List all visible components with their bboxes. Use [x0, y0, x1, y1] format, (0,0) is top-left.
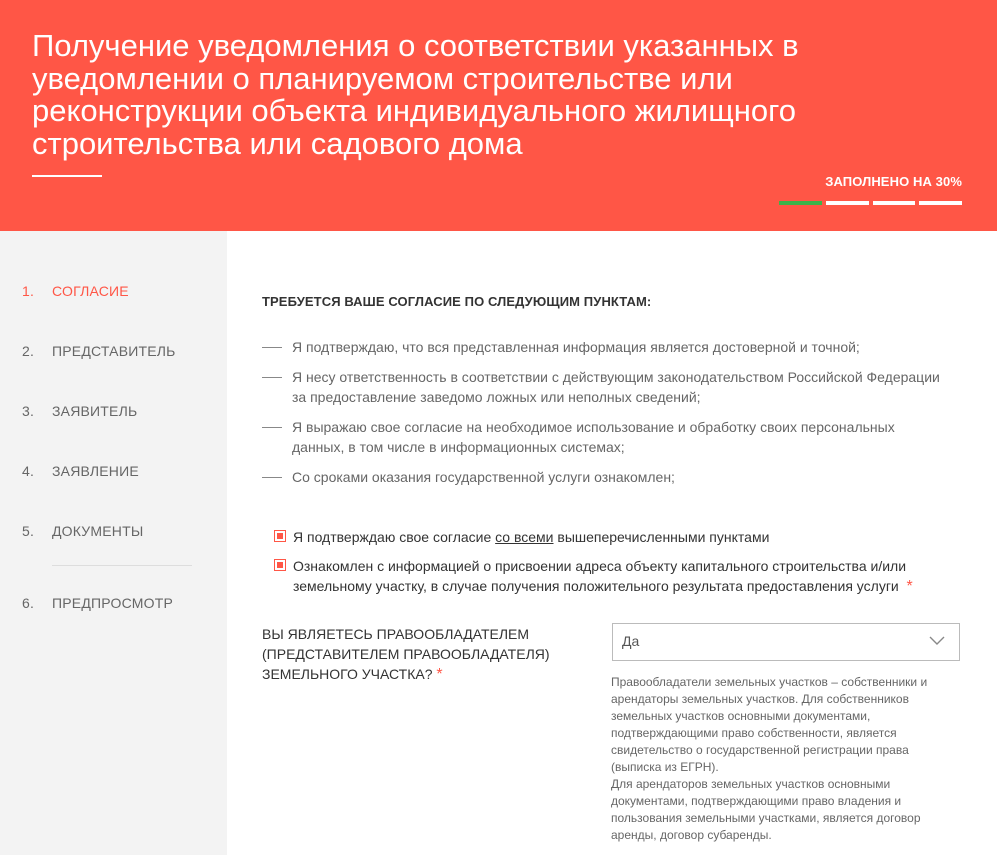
step-label: СОГЛАСИЕ — [52, 283, 129, 299]
dash-marker — [262, 477, 282, 478]
all-items-link[interactable]: со всеми — [495, 529, 554, 545]
main-content — [227, 231, 997, 855]
list-item — [262, 337, 942, 357]
progress-segment — [826, 201, 869, 205]
list-item — [262, 467, 942, 487]
step-label: ЗАЯВЛЕНИЕ — [52, 463, 139, 479]
dash-marker — [262, 427, 282, 428]
step-number: 6. — [22, 595, 35, 611]
progress-label: ЗАПОЛНЕНО НА 30% — [825, 174, 962, 189]
consent-text: Со сроками оказания государственной услуги ознакомлен; — [292, 469, 675, 485]
consent-list — [262, 337, 942, 497]
consent-all-suffix: вышеперечисленными пунктами — [553, 529, 770, 545]
step-applicant[interactable] — [22, 403, 137, 419]
progress-segment — [873, 201, 916, 205]
address-info-row — [274, 556, 964, 597]
step-label: ПРЕДСТАВИТЕЛЬ — [52, 343, 176, 359]
help-paragraph: Для арендаторов земельных участков основными документами, подтверждающими право владения и пользования земельными участками, является договор аренды, договор субаренды. — [611, 777, 921, 842]
help-paragraph: Правообладатели земельных участков – собственники и арендаторы земельных участков. Для собственников земельных участков основными документами, подтверждающими право собственности, является свидетельство о государственной регистрации права (выписка из ЕГРН). — [611, 675, 928, 774]
dash-marker — [262, 347, 282, 348]
chevron-down-icon — [929, 632, 945, 648]
consent-heading: ТРЕБУЕТСЯ ВАШЕ СОГЛАСИЕ ПО СЛЕДУЮЩИМ ПУНКТАМ: — [262, 294, 652, 309]
consent-all-prefix: Я подтверждаю свое согласие — [293, 529, 496, 545]
page-title: Получение уведомления о соответствии указанных в уведомлении о планируемом строительстве или реконструкции объекта индивидуального жилищного строительства или садового дома — [32, 28, 799, 161]
consent-all-label — [293, 527, 769, 547]
address-info-label — [293, 556, 964, 597]
address-info-text: Ознакомлен с информацией о присвоении адреса объекту капитального строительства и/или земельному участку, в случае получения положительного результата предоставления услуги — [293, 558, 907, 594]
consent-text: Я подтверждаю, что вся представленная информация является достоверной и точной; — [292, 339, 860, 355]
step-number: 3. — [22, 403, 35, 419]
step-number: 4. — [22, 463, 35, 479]
sidebar-divider — [52, 565, 192, 566]
progress-segment-filled — [779, 201, 822, 205]
consent-text: Я несу ответственность в соответствии с действующим законодательством Российской Федерации за предоставление заведомо ложных или неполных сведений; — [292, 369, 940, 405]
required-mark: * — [906, 578, 913, 595]
step-number: 2. — [22, 343, 35, 359]
step-preview[interactable] — [22, 595, 173, 611]
dash-marker — [262, 377, 282, 378]
list-item — [262, 367, 942, 407]
consent-all-checkbox[interactable] — [274, 530, 286, 542]
progress-segment — [919, 201, 962, 205]
step-number: 5. — [22, 523, 35, 539]
page-header — [0, 0, 997, 231]
required-mark: * — [436, 666, 443, 683]
step-label: ДОКУМЕНТЫ — [52, 523, 144, 539]
step-label: ПРЕДПРОСМОТР — [52, 595, 173, 611]
step-application[interactable] — [22, 463, 139, 479]
consent-text: Я выражаю свое согласие на необходимое использование и обработку своих персональных данных, в том числе в информационных системах; — [292, 419, 895, 455]
step-consent[interactable] — [22, 283, 129, 299]
rightholder-help — [611, 674, 956, 844]
step-label: ЗАЯВИТЕЛЬ — [52, 403, 138, 419]
rightholder-question — [262, 624, 562, 685]
steps-sidebar — [0, 231, 227, 855]
rightholder-select[interactable] — [612, 623, 960, 661]
list-item — [262, 417, 942, 457]
step-number: 1. — [22, 283, 35, 299]
step-representative[interactable] — [22, 343, 176, 359]
progress-bar — [779, 201, 962, 205]
select-value: Да — [622, 633, 640, 649]
title-underline — [32, 175, 102, 177]
address-info-checkbox[interactable] — [274, 559, 286, 571]
consent-all-row — [274, 527, 964, 547]
question-label: ВЫ ЯВЛЯЕТЕСЬ ПРАВООБЛАДАТЕЛЕМ (ПРЕДСТАВИТЕЛЕМ ПРАВООБЛАДАТЕЛЯ) ЗЕМЕЛЬНОГО УЧАСТКА? — [262, 626, 550, 682]
step-documents[interactable] — [22, 523, 143, 539]
